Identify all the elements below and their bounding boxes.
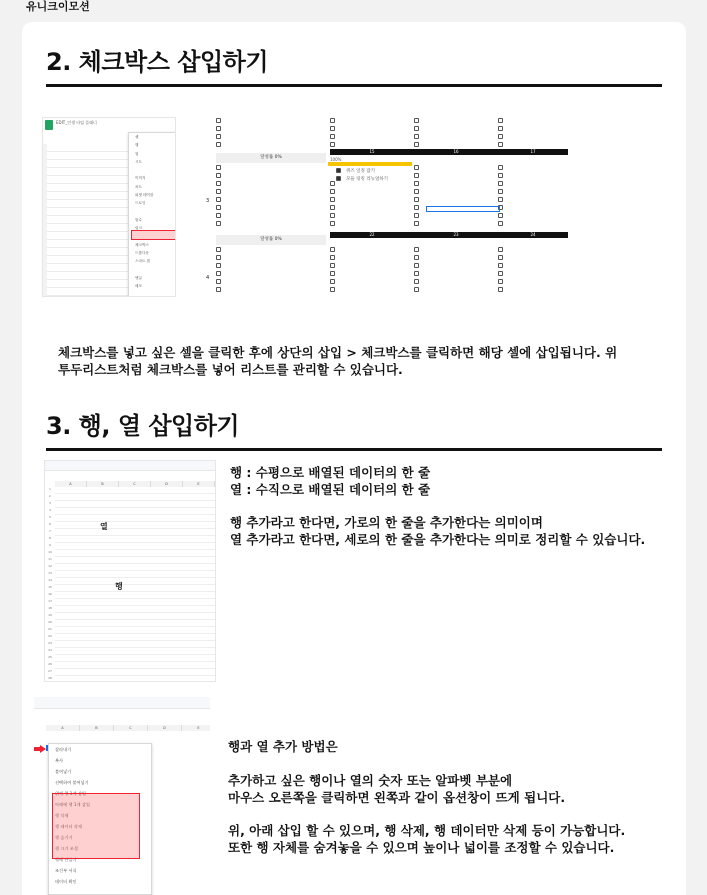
insert-menu-item[interactable]: 피벗 테이블 xyxy=(135,193,154,198)
row-number[interactable]: 5 xyxy=(49,515,51,519)
column-header[interactable]: D xyxy=(148,725,182,731)
checkbox[interactable] xyxy=(216,247,221,252)
checkbox[interactable] xyxy=(414,197,419,202)
checkbox[interactable] xyxy=(330,205,335,210)
checkbox[interactable] xyxy=(216,271,221,276)
summary-block xyxy=(230,514,670,548)
checkbox[interactable] xyxy=(330,126,335,131)
insert-menu-item[interactable]: 스마트 칩 xyxy=(135,259,151,264)
context-menu-item[interactable]: 행 숨기기 xyxy=(55,835,73,840)
section2-paragraph xyxy=(58,344,658,378)
row-number[interactable]: 16 xyxy=(48,592,52,596)
row-number[interactable]: 1 xyxy=(49,487,51,491)
context-menu-item[interactable]: 행 삭제 xyxy=(55,813,69,818)
checkbox[interactable] xyxy=(498,126,503,131)
context-menu-item[interactable]: 위에 행 1개 삽입 xyxy=(55,791,86,796)
row-number[interactable]: 23 xyxy=(48,641,52,645)
how-line-1: 추가하고 싶은 행이나 열의 숫자 또는 알파벳 부분에 xyxy=(228,773,513,788)
section2-rule xyxy=(46,84,662,87)
progress-bar-fill xyxy=(328,162,412,166)
checkbox[interactable] xyxy=(414,165,419,170)
insert-menu xyxy=(128,132,176,297)
checkbox[interactable] xyxy=(330,263,335,268)
checkbox[interactable] xyxy=(330,118,335,123)
doc-title: EDIT_인생 타임 플래너 xyxy=(56,120,97,125)
row-number[interactable]: 15 xyxy=(48,585,52,589)
row-number[interactable]: 13 xyxy=(48,571,52,575)
day-header-22: 22 xyxy=(330,232,414,238)
checkbox[interactable] xyxy=(498,134,503,139)
checkbox[interactable] xyxy=(216,197,221,202)
checkbox-sheet-screenshot xyxy=(206,118,568,294)
row-label: 행 xyxy=(115,582,123,591)
checkbox[interactable] xyxy=(414,189,419,194)
column-header[interactable]: B xyxy=(80,725,114,731)
checkbox[interactable] xyxy=(330,221,335,226)
checkbox[interactable] xyxy=(498,271,503,276)
row-number[interactable]: 8 xyxy=(49,536,51,540)
checkbox[interactable] xyxy=(498,255,503,260)
checkbox[interactable] xyxy=(330,247,335,252)
checkbox[interactable] xyxy=(330,142,335,147)
sheets-logo-icon xyxy=(45,120,53,130)
row-number[interactable]: 21 xyxy=(48,627,52,631)
context-menu-item[interactable]: 선택하여 붙여넣기 xyxy=(55,780,89,785)
context-menu-item[interactable]: 행 데이터 삭제 xyxy=(55,824,82,829)
checkbox[interactable] xyxy=(414,271,419,276)
checkbox[interactable] xyxy=(498,213,503,218)
row-number[interactable]: 26 xyxy=(48,662,52,666)
summary-line-2: 열 추가라고 한다면, 세로의 한 줄을 추가한다는 의미로 정리할 수 있습니다. xyxy=(230,532,646,547)
checkbox[interactable] xyxy=(414,181,419,186)
checkbox[interactable] xyxy=(414,255,419,260)
sheet-toolbar xyxy=(45,461,215,471)
checkbox[interactable] xyxy=(414,205,419,210)
row-number-3: 3 xyxy=(206,198,210,204)
section3-rule xyxy=(46,448,662,451)
row-number[interactable]: 6 xyxy=(49,522,51,526)
checkbox[interactable] xyxy=(414,213,419,218)
task-2: 모듈 링킹 리뉴얼하기 xyxy=(346,177,388,182)
checkbox[interactable] xyxy=(414,134,419,139)
definition-column: 열 : 수직으로 배열된 데이터의 한 줄 xyxy=(230,482,431,497)
column-header[interactable]: A xyxy=(46,725,80,731)
options-line-2: 또한 행 자체를 숨겨놓을 수 있으며 높이나 넓이를 조정할 수 있습니다. xyxy=(228,840,615,855)
row-number[interactable]: 9 xyxy=(49,543,51,547)
checkbox[interactable] xyxy=(498,165,503,170)
column-header[interactable]: D xyxy=(151,481,183,487)
options-line-1: 위, 아래 삽입 할 수 있으며, 행 삭제, 행 데이터만 삭제 등이 가능합니다. xyxy=(228,823,626,838)
column-header[interactable]: E xyxy=(183,481,215,487)
checkbox[interactable] xyxy=(498,118,503,123)
column-header[interactable]: C xyxy=(119,481,151,487)
insert-menu-item[interactable]: 차트 xyxy=(135,184,142,189)
row-header xyxy=(43,144,47,297)
insert-menu-item[interactable]: 드롭다운 xyxy=(135,251,149,256)
column-header[interactable]: E xyxy=(182,725,210,731)
day-header-17: 17 xyxy=(498,149,568,155)
day-header-16: 16 xyxy=(414,149,498,155)
checkbox[interactable] xyxy=(216,255,221,260)
context-menu-item[interactable]: 행에 만들기 xyxy=(55,857,77,862)
row-column-screenshot xyxy=(44,460,216,682)
row-number[interactable]: 4 xyxy=(49,508,51,512)
row-number[interactable]: 3 xyxy=(49,501,51,505)
context-menu-item[interactable]: 데이터 확인 xyxy=(55,879,77,884)
checkbox[interactable] xyxy=(414,142,419,147)
insert-menu-item[interactable] xyxy=(129,166,176,174)
checkbox[interactable] xyxy=(414,126,419,131)
checkbox[interactable] xyxy=(414,247,419,252)
insert-menu-item[interactable]: 열 xyxy=(135,151,139,156)
checkbox[interactable] xyxy=(330,134,335,139)
grid-area xyxy=(55,487,215,681)
row-number[interactable]: 28 xyxy=(48,676,52,680)
checkbox[interactable] xyxy=(414,118,419,123)
checkbox[interactable] xyxy=(330,271,335,276)
context-menu-item[interactable]: 아래에 행 1개 삽입 xyxy=(55,802,90,807)
checkbox-menu-highlight xyxy=(131,230,176,240)
row-number[interactable]: 10 xyxy=(48,550,52,554)
options-block xyxy=(228,822,668,856)
row-number[interactable]: 18 xyxy=(48,606,52,610)
how-title: 행과 열 추가 방법은 xyxy=(228,739,338,754)
row-number[interactable]: 2 xyxy=(49,494,51,498)
checkbox[interactable] xyxy=(498,247,503,252)
red-arrow-icon xyxy=(34,745,46,753)
checkbox[interactable] xyxy=(216,279,221,284)
checkbox[interactable] xyxy=(498,221,503,226)
day-header-15: 15 xyxy=(330,149,414,155)
context-menu-screenshot xyxy=(34,697,210,895)
day-header-24: 24 xyxy=(498,232,568,238)
insert-options-highlight xyxy=(52,793,140,859)
row-number[interactable]: 27 xyxy=(48,669,52,673)
checkbox[interactable] xyxy=(216,221,221,226)
day-header-23: 23 xyxy=(414,232,498,238)
checkbox[interactable] xyxy=(216,165,221,170)
row-number[interactable]: 24 xyxy=(48,648,52,652)
checkbox[interactable] xyxy=(330,287,335,292)
row-number[interactable]: 14 xyxy=(48,578,52,582)
checkbox-checked[interactable] xyxy=(336,176,341,181)
insert-menu-item[interactable]: 메모 xyxy=(135,284,142,289)
row-number[interactable]: 22 xyxy=(48,634,52,638)
context-menu-item[interactable]: 행 크기 조절 xyxy=(55,846,78,851)
checkbox[interactable] xyxy=(498,181,503,186)
context-menu-item[interactable]: 잘라내기 xyxy=(55,747,72,752)
checkbox[interactable] xyxy=(216,134,221,139)
checkbox[interactable] xyxy=(216,118,221,123)
checkbox[interactable] xyxy=(498,263,503,268)
insert-menu-item[interactable]: 드로잉 xyxy=(135,201,146,206)
definitions-block xyxy=(230,464,670,498)
selected-cell xyxy=(426,206,500,212)
progress-percent: 100% xyxy=(330,157,342,162)
row-number[interactable]: 12 xyxy=(48,564,52,568)
insert-menu-item[interactable] xyxy=(129,208,176,216)
row-number[interactable]: 17 xyxy=(48,599,52,603)
insert-menu-item[interactable]: 댓글 xyxy=(135,276,142,281)
row-number[interactable]: 11 xyxy=(48,557,52,561)
checkbox[interactable] xyxy=(498,189,503,194)
checkbox[interactable] xyxy=(414,279,419,284)
row-number[interactable]: 7 xyxy=(49,529,51,533)
checkbox[interactable] xyxy=(330,255,335,260)
checkbox[interactable] xyxy=(498,287,503,292)
column-label: 열 xyxy=(100,522,108,531)
row-number[interactable]: 19 xyxy=(48,613,52,617)
summary-line-1: 행 추가라고 한다면, 가로의 한 줄을 추가한다는 의미이며 xyxy=(230,515,543,530)
progress-bar-track xyxy=(328,157,412,163)
achievement-label-top: 달성률 0% xyxy=(216,153,326,163)
row-number[interactable]: 20 xyxy=(48,620,52,624)
definition-row: 행 : 수평으로 배열된 데이터의 한 줄 xyxy=(230,465,431,480)
checkbox[interactable] xyxy=(498,279,503,284)
checkbox[interactable] xyxy=(216,142,221,147)
checkbox[interactable] xyxy=(216,173,221,178)
checkbox[interactable] xyxy=(216,287,221,292)
checkbox[interactable] xyxy=(498,173,503,178)
checkbox-checked[interactable] xyxy=(336,168,341,173)
checkbox[interactable] xyxy=(414,263,419,268)
checkbox[interactable] xyxy=(498,142,503,147)
insert-menu-item[interactable]: 셀 xyxy=(135,135,139,139)
checkbox[interactable] xyxy=(216,205,221,210)
checkbox[interactable] xyxy=(414,173,419,178)
checkbox[interactable] xyxy=(330,279,335,284)
context-menu-item[interactable]: 복사 xyxy=(55,758,64,763)
section2-paragraph-line-1: 체크박스를 넣고 싶은 셀을 클릭한 후에 상단의 삽입 > 체크박스를 클릭하면 해당 셀에 삽입됩니다. 위 xyxy=(58,345,618,360)
sheet-toolbar-2 xyxy=(34,697,210,709)
section2-paragraph-line-2: 투두리스트처럼 체크박스를 넣어 리스트를 관리할 수 있습니다. xyxy=(58,362,403,377)
checkbox[interactable] xyxy=(216,126,221,131)
insert-menu-item[interactable]: 이미지 xyxy=(135,176,146,181)
checkbox[interactable] xyxy=(216,181,221,186)
insert-menu-item[interactable]: 체크박스 xyxy=(135,242,149,247)
checkbox[interactable] xyxy=(216,189,221,194)
section3-title: 3. 행, 열 삽입하기 xyxy=(46,412,240,440)
checkbox[interactable] xyxy=(330,197,335,202)
top-bar xyxy=(0,0,707,16)
insert-menu-item[interactable]: 시트 xyxy=(135,159,142,164)
row-number-4: 4 xyxy=(206,275,210,281)
row-number[interactable]: 25 xyxy=(48,655,52,659)
section2-title: 2. 체크박스 삽입하기 xyxy=(46,48,268,76)
column-header[interactable]: A xyxy=(55,481,87,487)
context-menu-item[interactable]: 조건부 서식 xyxy=(55,868,77,873)
checkbox[interactable] xyxy=(216,263,221,268)
checkbox[interactable] xyxy=(498,197,503,202)
insert-menu-item[interactable] xyxy=(129,266,176,274)
achievement-label-bottom: 달성률 0% xyxy=(216,235,326,245)
column-header[interactable]: C xyxy=(114,725,148,731)
checkbox[interactable] xyxy=(216,213,221,218)
how-line-2: 마우스 오른쪽을 클릭하면 왼쪽과 같이 옵션창이 뜨게 됩니다. xyxy=(228,790,566,805)
context-menu-item[interactable]: 붙여넣기 xyxy=(55,769,72,774)
checkbox[interactable] xyxy=(414,287,419,292)
checkbox[interactable] xyxy=(414,221,419,226)
column-header[interactable]: B xyxy=(87,481,119,487)
insert-menu-item[interactable]: 링크 xyxy=(135,226,142,231)
checkbox[interactable] xyxy=(330,213,335,218)
insert-menu-item[interactable]: 행 xyxy=(135,143,139,148)
checkbox[interactable] xyxy=(330,189,335,194)
how-block xyxy=(228,772,668,806)
insert-menu-item[interactable]: 함수 xyxy=(135,217,142,222)
insert-menu-screenshot xyxy=(42,117,176,297)
brand-name: 유니크이모션 xyxy=(26,0,90,13)
checkbox[interactable] xyxy=(330,181,335,186)
task-1: 퀴즈 일정 잡기 xyxy=(346,169,375,174)
